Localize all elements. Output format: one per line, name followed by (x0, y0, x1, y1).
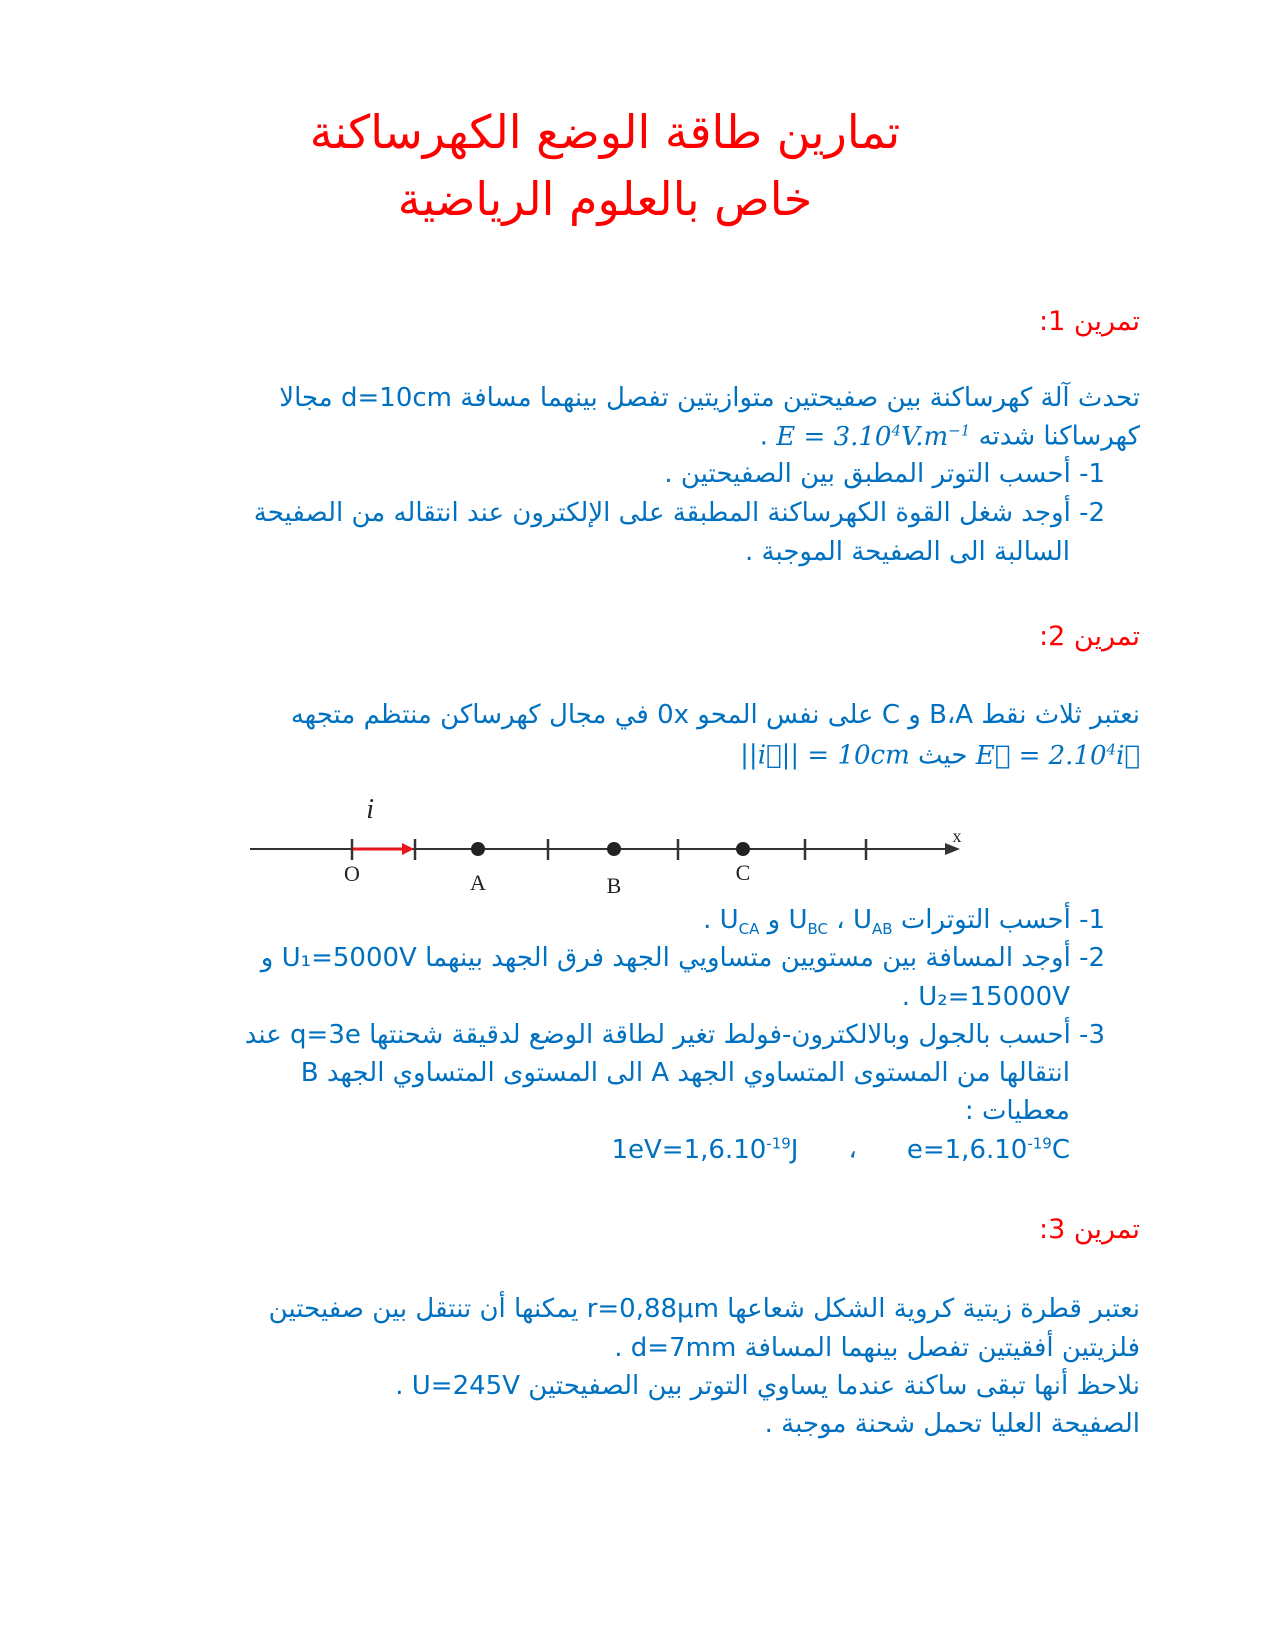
u-symbol: U (788, 905, 808, 935)
ex2-question-3a: 3- أحسب بالجول وبالالكترون-فولط تغير لطاقة الوضع لدقيقة شحنتها q=3e عند (244, 1020, 1105, 1050)
point-a-label: A (470, 870, 486, 895)
exercise-3-heading: تمرين 3: (1039, 1214, 1140, 1245)
and-word: و (767, 905, 781, 935)
exercise-2-heading: تمرين 2: (1039, 621, 1140, 652)
given1-base: e=1,6.10 (906, 1134, 1028, 1165)
ex3-line3: نلاحظ أنها تبقى ساكنة عندما يساوي التوتر بين الصفيحتين U=245V . (395, 1371, 1140, 1401)
ex1-question-2a: 2- أوجد شغل القوة الكهرساكنة المطبقة على الإلكترون عند انتقاله من الصفيحة (253, 498, 1105, 528)
ex1-line1: تحدث آلة كهرساكنة بين صفيحتين متوازيتين تفصل بينهما مسافة d=10cm مجالا (279, 383, 1140, 413)
ex2-question-1 (703, 905, 1105, 938)
given-values (611, 1134, 1070, 1165)
given2-unit: J (790, 1134, 799, 1165)
given2-exp: -19 (766, 1134, 791, 1152)
u-ab (852, 905, 893, 939)
ex2-question-2b: U₂=15000V . (901, 982, 1070, 1012)
u-ca (719, 905, 760, 939)
exercise-1-heading: تمرين 1: (1039, 306, 1140, 337)
formula-exp: 4 (1106, 740, 1117, 758)
u-symbol: U (719, 905, 739, 935)
period: . (703, 905, 712, 935)
origin-label: O (344, 861, 360, 886)
point-c-label: C (735, 860, 751, 885)
ex3-line4: الصفيحة العليا تحمل شحنة موجبة . (764, 1409, 1140, 1439)
unit-vector-arrowhead (402, 843, 414, 855)
formula-unit-exp: −1 (948, 421, 971, 439)
q1-text: 1- أحسب التوترات (900, 905, 1105, 935)
page-subtitle: خاص بالعلوم الرياضية (397, 172, 813, 226)
given1-unit: C (1051, 1134, 1070, 1165)
formula-base: E = 3.10 (776, 421, 892, 452)
ex2-question-2a: 2- أوجد المسافة بين مستويين متساويي الجهد فرق الجهد بينهما U₁=5000V و (260, 943, 1105, 973)
point-b (607, 842, 621, 856)
ex3-line1: نعتبر قطرة زيتية كروية الشكل شعاعها r=0,88μm يمكنها أن تنتقل بين صفيحتين (268, 1294, 1140, 1324)
electron-charge (907, 1135, 1070, 1165)
ex1-line2-text: كهرساكنا شدته (978, 421, 1140, 452)
ex2-line1: نعتبر ثلاث نقط B،A و C على نفس المحو 0x في مجال كهرساكن منتظم متجهه (290, 700, 1140, 730)
u-sub: BC (807, 920, 829, 939)
vector-label: i⃗ (366, 794, 396, 825)
ex2-question-3b: انتقالها من المستوى المتساوي الجهد A الى المستوى المتساوي الجهد B (300, 1058, 1070, 1088)
u-bc (788, 905, 829, 939)
ex3-line2: فلزيتين أفقيتين تفصل بينهما المسافة d=7mm . (614, 1333, 1140, 1363)
ex1-question-1: 1- أحسب التوتر المطبق بين الصفيحتين . (664, 459, 1105, 489)
given2-base: 1eV=1,6.10 (611, 1134, 767, 1165)
u-sub: CA (738, 920, 760, 939)
ex2-norm-formula: ||i⃗|| = 10cm (740, 740, 910, 771)
given1-exp: -19 (1027, 1134, 1052, 1152)
ex2-line2-text: حيث (918, 740, 968, 771)
given-label: معطيات : (964, 1096, 1070, 1126)
formula-base: E⃗ = 2.10 (975, 740, 1107, 771)
formula-exp: 4 (891, 421, 902, 439)
period: . (759, 421, 769, 452)
point-a (471, 842, 485, 856)
ex1-question-2b: السالبة الى الصفيحة الموجبة . (745, 537, 1070, 567)
page-title: تمارين طاقة الوضع الكهرساكنة (309, 105, 901, 159)
point-b-label: B (606, 873, 622, 898)
axis-label: x (952, 826, 962, 846)
u-sub: AB (871, 920, 893, 939)
u-symbol: U (852, 905, 872, 935)
point-c (736, 842, 750, 856)
separator: ، (836, 905, 845, 935)
formula-unit: V.m (901, 421, 949, 452)
separator: ، (848, 1134, 857, 1165)
formula-vec: i⃗ (1116, 740, 1140, 771)
ev-conversion (611, 1135, 798, 1165)
